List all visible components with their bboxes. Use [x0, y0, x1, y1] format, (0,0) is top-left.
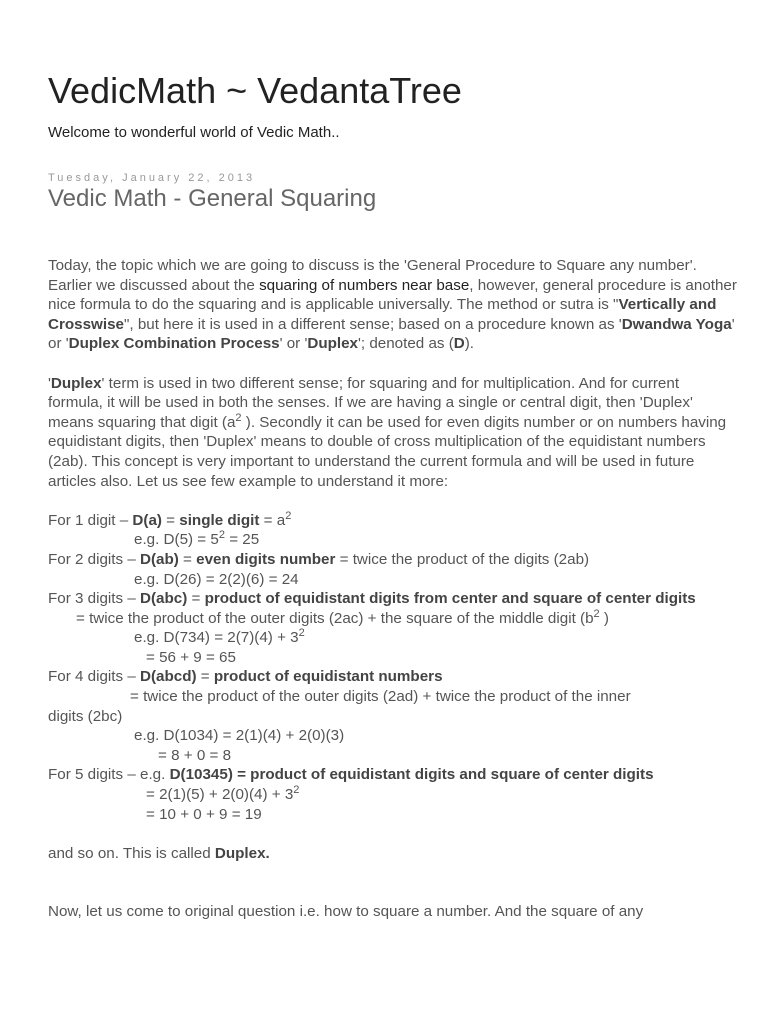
duplex-4-formula-cont: digits (2bc): [48, 707, 123, 725]
duplex-5-result: = 10 + 0 + 9 = 19: [146, 805, 262, 823]
squaring-intro-paragraph: Now, let us come to original question i.e. how to square a number. And the square of any: [48, 903, 644, 921]
intro-paragraph: Today, the topic which we are going to discuss is the 'General Procedure to Square any number'. Earlier we discussed about the squaring of numbers near base, however, general procedure is another nice formula to do the squaring and is applicable universally. The method or sutra is "Vertically and Crosswise", but here it is used in a different sense; based on a procedure known as 'Dwandwa Yoga' or 'Duplex Combination Process' or 'Duplex'; denoted as (D).: [48, 257, 737, 353]
duplex-4-digits: For 4 digits – D(abcd) = product of equidistant numbers: [48, 668, 443, 686]
blog-description: Welcome to wonderful world of Vedic Math..: [48, 124, 340, 141]
squaring-near-base-link[interactable]: squaring of numbers near base: [259, 276, 470, 294]
duplex-1-digit: For 1 digit – D(a) = single digit = $a^2$: [48, 509, 292, 529]
post-date: Tuesday, January 22, 2013: [48, 172, 256, 184]
duplex-5-formula: = $2(1)(5) + 2(0)(4) + 3^2$: [146, 784, 300, 804]
duplex-2-digits: For 2 digits – D(ab) = even digits number = twice the product of the digits (2ab): [48, 550, 590, 568]
duplex-3-digits: For 3 digits – D(abc) = product of equidistant digits from center and square of center digits: [48, 590, 696, 608]
duplex-1-example: e.g. $D(5) = 5^2 = 25$: [134, 529, 260, 549]
duplex-5-digits: For 5 digits – e.g. D(10345) = product of equidistant digits and square of center digits: [48, 766, 654, 784]
duplex-4-formula: = twice the product of the outer digits (2ad) + twice the product of the inner: [130, 688, 631, 706]
duplex-3-example: e.g. $D(734) = 2(7)(4) + 3^2$: [134, 627, 305, 647]
duplex-3-formula: = twice the product of the outer digits (2ac) + the square of the middle digit ($b^2$ ): [76, 607, 609, 627]
duplex-conclusion: and so on. This is called Duplex.: [48, 844, 270, 862]
post-body: [48, 256, 738, 922]
post-title[interactable]: Vedic Math - General Squaring: [48, 185, 377, 212]
duplex-2-example: e.g. D(26) = 2(2)(6) = 24: [134, 570, 299, 588]
duplex-paragraph: 'Duplex' term is used in two different sense; for squaring and for multiplication. And for current formula, it will be used in both the senses. If we are having a single or central digit, then 'Duplex' means squaring that digit ($a^2$ ). Secondly it can be used for even digits number or on numbers having equidistant digits, then 'Duplex' means to double of cross multiplication of the equidistant numbers (2ab). This concept is very important to understand the current formula and will be used in future articles also. Let us see few example to understand it more:: [48, 374, 727, 490]
blog-title[interactable]: VedicMath ~ VedantaTree: [48, 70, 462, 111]
duplex-3-result: = 56 + 9 = 65: [146, 648, 236, 666]
duplex-4-result: = 8 + 0 = 8: [158, 746, 232, 764]
duplex-4-example: e.g. D(1034) = 2(1)(4) + 2(0)(3): [134, 727, 345, 745]
